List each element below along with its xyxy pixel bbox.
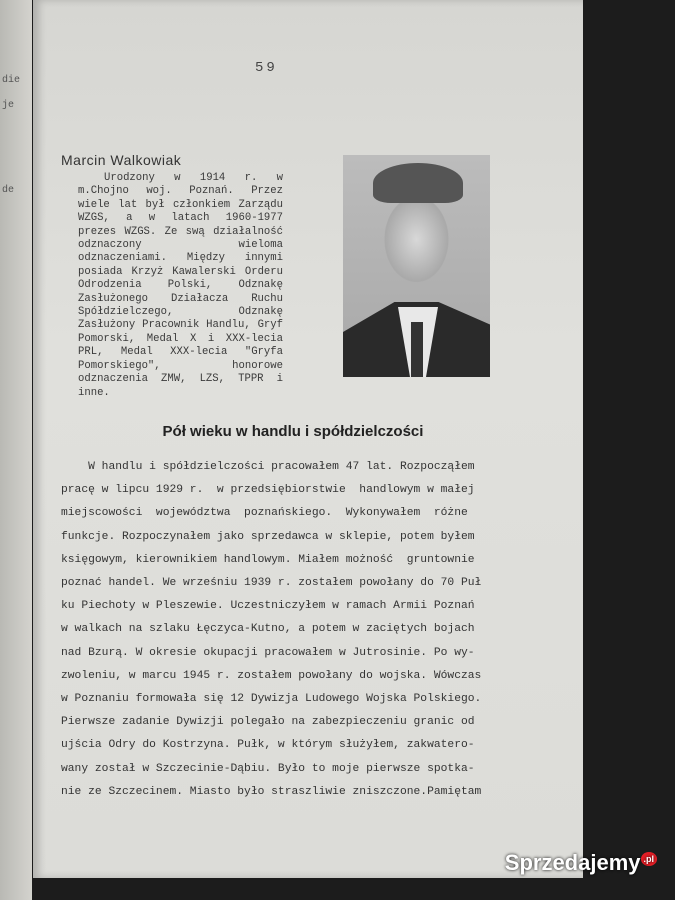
watermark-suffix: .pl (641, 852, 658, 866)
watermark-text: Sprzedajemy (504, 850, 641, 875)
text-line: miejscowości województwa poznańskiego. Wykonywałem różne (61, 507, 468, 520)
book-page (33, 0, 583, 878)
text-line: wany został w Szczecinie-Dąbiu. Było to moje pierwsze spotka- (61, 762, 475, 775)
biography (78, 172, 283, 400)
text-line: w walkach na szlaku Łęczyca-Kutno, a potem w zaciętych bojach (61, 623, 475, 636)
text-line: Pierwsze zadanie Dywizji polegało na zabezpieczeniu granic od (61, 716, 475, 729)
text-line: nad Bzurą. W okresie okupacji pracowałem w Jutrosinie. Po wy- (61, 646, 475, 659)
text-line: poznać handel. We wrześniu 1939 r. zostałem powołany do 70 Puł (61, 577, 482, 590)
text-line: pracę w lipcu 1929 r. w przedsiębiorstwie handlowym w małej (61, 484, 475, 497)
text-line: ku Piechoty w Pleszewie. Uczestniczyłem w ramach Armii Poznań (61, 600, 475, 613)
text-line: nie ze Szczecinem. Miasto było straszliwie zniszczone.Pamiętam (61, 785, 482, 798)
body-text (61, 456, 482, 804)
text-line: w Poznaniu formowała się 12 Dywizja Ludowego Wojska Polskiego. (61, 693, 482, 706)
fragment: de (2, 185, 15, 196)
person-name: Marcin Walkowiak (61, 152, 182, 168)
portrait-photo (343, 155, 490, 377)
page-number: 59 (255, 60, 278, 76)
biography-text: Urodzony w 1914 r. w m.Chojno woj. Poznań. Przez wiele lat był członkiem Zarządu WZGS, a w latach 1960-1977 prezes WZGS. Ze swą działalność odznaczony wieloma odznaczeniami. Między innymi posiada Krzyż Kawalerski Orderu Odrodzenia Polski, Odznakę Zasłużonego Działacza Ruchu Spółdzielczego, Odznakę Zasłużony Pracownik Handlu, Gryf Pomorski, Medal X i XXX-lecia PRL, Medal XXX-lecia "Gryfa Pomorskiego", honorowe odznaczenia ZMW, LZS, TPPR i inne. (78, 172, 283, 399)
text-line: ujścia Odry do Kostrzyna. Pułk, w którym służyłem, zakwatero- (61, 739, 475, 752)
text-line: zwoleniu, w marcu 1945 r. zostałem powołany do wojska. Wówczas (61, 669, 482, 682)
fragment: die (2, 75, 21, 86)
text-line: W handlu i spółdzielczości pracowałem 47 lat. Rozpocząłem (61, 461, 475, 473)
text-line: księgowym, kierownikiem handlowym. Miałem możność gruntownie (61, 553, 475, 566)
chapter-title: Pół wieku w handlu i spółdzielczości (162, 423, 424, 440)
watermark-logo (505, 850, 657, 876)
text-line: funkcje. Rozpoczynałem jako sprzedawca w sklepie, potem byłem (61, 530, 475, 543)
fragment: je (2, 100, 15, 111)
previous-page-edge (0, 0, 32, 900)
